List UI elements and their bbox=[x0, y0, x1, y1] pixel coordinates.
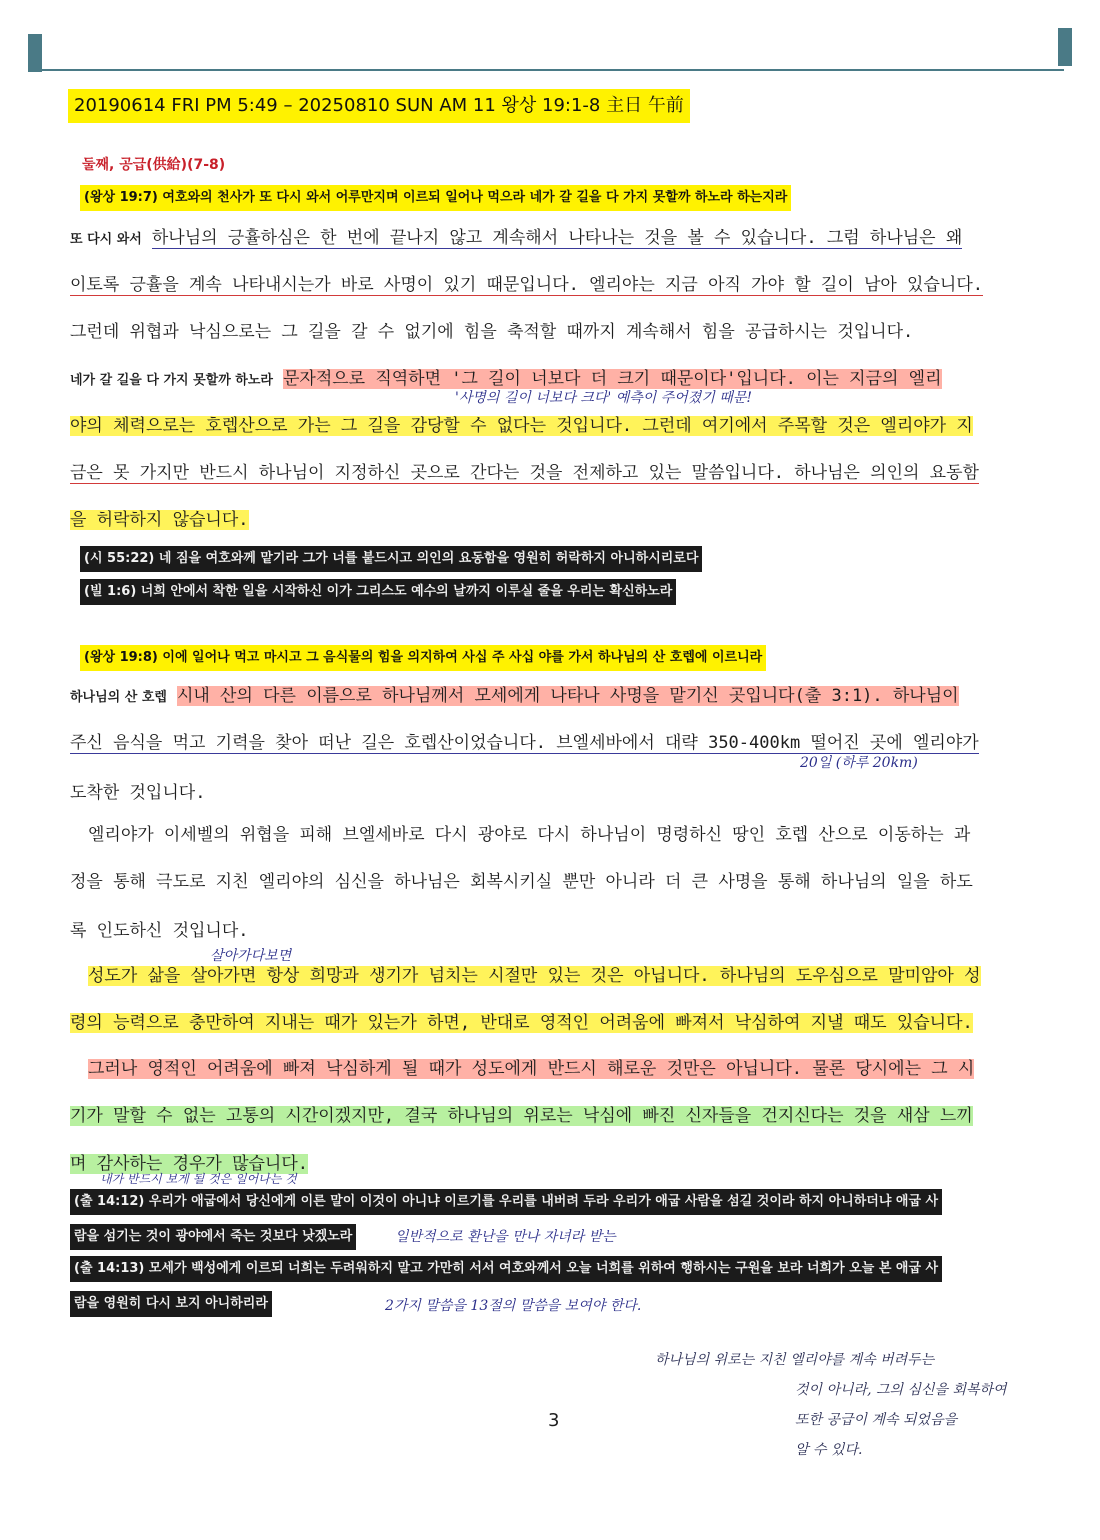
text-line bbox=[70, 683, 1040, 711]
reference-box: (출 14:12) 우리가 애굽에서 당신에게 이른 말이 이것이 아니냐 이르기를 우리를 내버려 두라 우리가 애굽 사람을 섬길 것이라 하지 아니하더냐 애굽 사 bbox=[70, 1189, 942, 1215]
text-run: 도착한 것입니다. bbox=[70, 783, 206, 803]
text-line bbox=[70, 272, 1040, 300]
keyword: 하나님의 산 호렙 bbox=[70, 690, 167, 705]
text-line bbox=[70, 507, 1040, 535]
text-line bbox=[88, 963, 1040, 991]
text-line bbox=[70, 413, 1040, 441]
verse-box: (왕상 19:8) 이에 일어나 먹고 마시고 그 음식물의 힘을 의지하여 사십 주 사십 야를 가서 하나님의 산 호렙에 이르니라 bbox=[80, 645, 766, 671]
handwritten-note-line: 또한 공급이 계속 되었음을 bbox=[795, 1412, 958, 1428]
keyword: 네가 갈 길을 다 가지 못할까 하노라 bbox=[70, 373, 273, 388]
reference-box: (시 55:22) 네 짐을 여호와께 맡기라 그가 너를 붙드시고 의인의 요동함을 영원히 허락하지 아니하시리로다 bbox=[80, 546, 702, 572]
verse-box: (왕상 19:7) 여호와의 천사가 또 다시 와서 어루만지며 이르되 일어나 먹으라 네가 갈 길을 다 가지 못할까 하노라 하는지라 bbox=[80, 185, 791, 211]
text-line bbox=[70, 460, 1040, 488]
text-run: 성도가 삶을 살아가면 항상 희망과 생기가 넘치는 시절만 있는 것은 아닙니다. 하나님의 도우심으로 말미암아 성 bbox=[88, 966, 981, 986]
text-run: 정을 통해 극도로 지친 엘리야의 심신을 하나님은 회복시키실 뿐만 아니라 더 큰 사명을 통해 하나님의 일을 하도 bbox=[70, 872, 973, 892]
text-line bbox=[70, 869, 1040, 897]
reference-box: (출 14:13) 모세가 백성에게 이르되 너희는 두려워하지 말고 가만히 서서 여호와께서 오늘 너희를 위하여 행하시는 구원을 보라 너희가 오늘 본 애굽 사 bbox=[70, 1256, 942, 1282]
handwritten-note-line: 알 수 있다. bbox=[795, 1442, 863, 1458]
text-run: 시내 산의 다른 이름으로 하나님께서 모세에게 나타나 사명을 맡기신 곳입니다(출 3:1). 하나님이 bbox=[176, 686, 959, 706]
text-run: 엘리야가 이세벨의 위협을 피해 브엘세바로 다시 광야로 다시 하나님이 명령하신 땅인 호렙 산으로 이동하는 과 bbox=[88, 825, 971, 845]
page-title: 20190614 FRI PM 5:49 – 20250810 SUN AM 11 왕상 19:1-8 主日 午前 bbox=[68, 89, 690, 123]
text-run: 금은 못 가지만 반드시 하나님이 지정하신 곳으로 간다는 것을 전제하고 있는 말씀입니다. 하나님은 의인의 요동함 bbox=[70, 463, 979, 483]
text-line bbox=[70, 319, 1040, 347]
text-run: 문자적으로 직역하면 '그 길이 너보다 더 크기 때문이다'입니다. 이는 지금의 엘리 bbox=[282, 369, 942, 389]
text-run: 야의 체력으로는 호렙산으로 가는 그 길을 감당할 수 없다는 것입니다. 그런데 여기에서 주목할 것은 엘리야가 지 bbox=[70, 416, 973, 436]
header-bar-left bbox=[28, 34, 42, 72]
section-heading: 둘째, 공급(供給)(7-8) bbox=[82, 157, 226, 173]
text-line bbox=[70, 1010, 1040, 1038]
handwritten-note-line: 하나님의 위로는 지친 엘리야를 계속 버려두는 bbox=[655, 1352, 935, 1368]
text-run: 록 인도하신 것입니다. bbox=[70, 921, 249, 941]
text-run: 주신 음식을 먹고 기력을 찾아 떠난 길은 호렙산이었습니다. 브엘세바에서 대략 350-400km 떨어진 곳에 엘리야가 bbox=[70, 733, 979, 753]
reference-box: 람을 섬기는 것이 광야에서 죽는 것보다 낫겠노라 bbox=[70, 1224, 356, 1250]
text-line bbox=[70, 780, 1040, 808]
reference-box: (빌 1:6) 너희 안에서 착한 일을 시작하신 이가 그리스도 예수의 날까지 이루실 줄을 우리는 확신하노라 bbox=[80, 579, 676, 605]
page-number: 3 bbox=[548, 1410, 560, 1431]
handwritten-annotation: 내가 반드시 보게 될 것은 일어나는 것 bbox=[100, 1172, 297, 1186]
text-line bbox=[70, 1103, 1040, 1131]
handwritten-annotation: 일반적으로 환난을 만나 자녀라 받는 bbox=[395, 1229, 616, 1245]
handwritten-annotation: 2가지 말씀을 13절의 말씀을 보여야 한다. bbox=[385, 1298, 642, 1314]
text-line bbox=[70, 225, 1040, 253]
text-run: 령의 능력으로 충만하여 지내는 때가 있는가 하면, 반대로 영적인 어려움에 빠져서 낙심하여 지낼 때도 있습니다. bbox=[70, 1013, 973, 1033]
text-run: 그런데 위협과 낙심으로는 그 길을 갈 수 없기에 힘을 축적할 때까지 계속해서 힘을 공급하시는 것입니다. bbox=[70, 322, 914, 342]
handwritten-annotation: '사명의 길이 너보다 크다' 예측이 주어졌기 때문! bbox=[455, 390, 752, 406]
text-line bbox=[70, 918, 1040, 946]
handwritten-annotation: 20일 (하루 20km) bbox=[800, 755, 918, 771]
keyword: 또 다시 와서 bbox=[70, 232, 142, 247]
header-bar-right bbox=[1058, 28, 1072, 66]
text-run: 하나님의 긍휼하심은 한 번에 끝나지 않고 계속해서 나타나는 것을 볼 수 있습니다. 그럼 하나님은 왜 bbox=[151, 228, 963, 248]
text-run: 을 허락하지 않습니다. bbox=[70, 510, 249, 530]
text-run: 이토록 긍휼을 계속 나타내시는가 바로 사명이 있기 때문입니다. 엘리야는 지금 아직 가야 할 길이 남아 있습니다. bbox=[70, 275, 983, 295]
text-line bbox=[88, 822, 1040, 850]
handwritten-annotation: 살아가다보면 bbox=[210, 948, 292, 964]
handwritten-note-line: 것이 아니라, 그의 심신을 회복하여 bbox=[795, 1382, 1007, 1398]
text-line bbox=[88, 1056, 1040, 1084]
text-run: 기가 말할 수 없는 고통의 시간이겠지만, 결국 하나님의 위로는 낙심에 빠진 신자들을 건지신다는 것을 새삼 느끼 bbox=[70, 1106, 973, 1126]
text-run: 그러나 영적인 어려움에 빠져 낙심하게 될 때가 성도에게 반드시 해로운 것만은 아닙니다. 물론 당시에는 그 시 bbox=[88, 1059, 975, 1079]
text-run: 며 감사하는 경우가 많습니다. bbox=[70, 1154, 309, 1174]
header-rule bbox=[42, 69, 1064, 71]
reference-box: 람을 영원히 다시 보지 아니하리라 bbox=[70, 1291, 272, 1317]
